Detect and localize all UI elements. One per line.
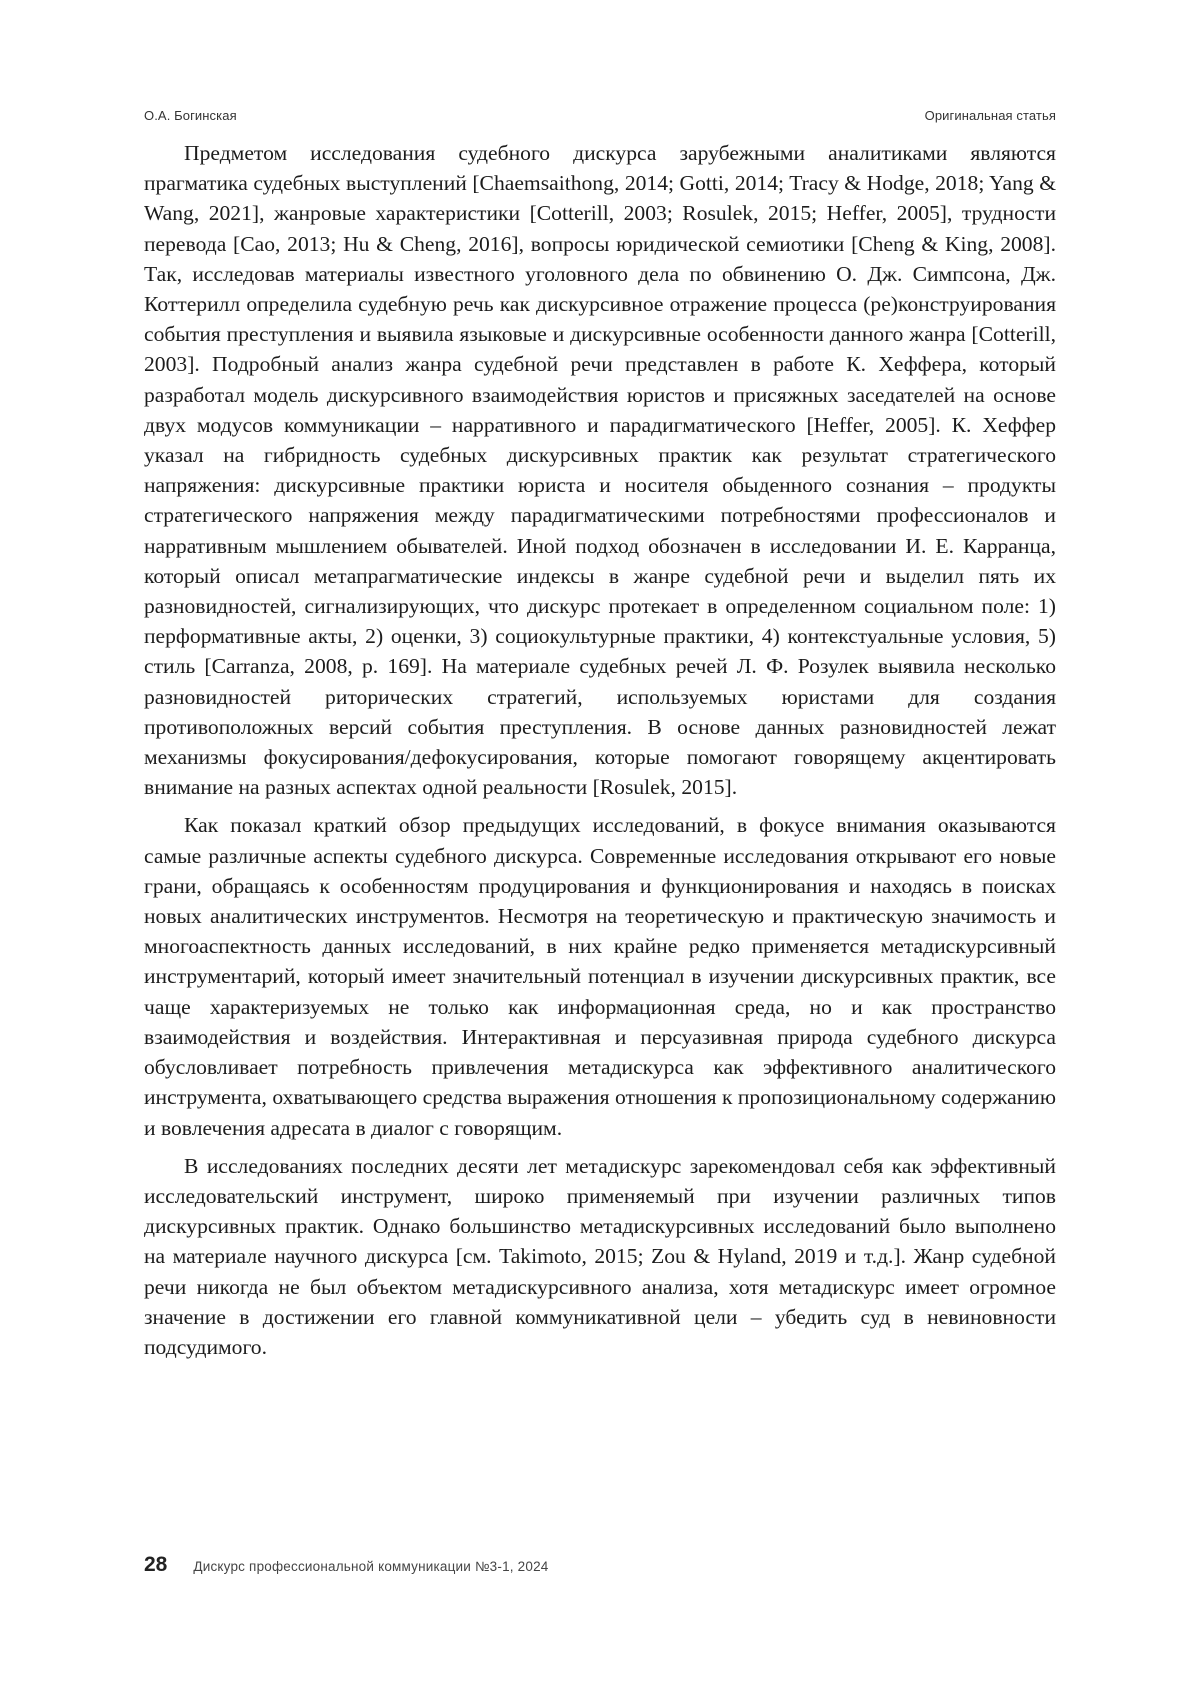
- running-footer: [144, 1553, 549, 1577]
- header-section-label: Оригинальная статья: [924, 108, 1056, 123]
- article-body: [144, 138, 1056, 1370]
- paragraph-1: Предметом исследования судебного дискурса зарубежными аналитиками являются прагматика судебных выступлений [Chaemsaithong, 2014; Gotti, 2014; Tracy & Hodge, 2018; Yang & Wang, 2021], жанровые характеристики [Cotterill, 2003; Rosulek, 2015; Heffer, 2005], трудности перевода [Cao, 2013; Hu & Cheng, 2016], вопросы юридической семиотики [Cheng & King, 2008]. Так, исследовав материалы известного уголовного дела по обвинению О. Дж. Симпсона, Дж. Коттерилл определила судебную речь как дискурсивное отражение процесса (ре)конструирования события преступления и выявила языковые и дискурсивные особенности данного жанра [Cotterill, 2003]. Подробный анализ жанра судебной речи представлен в работе К. Хеффера, который разработал модель дискурсивного взаимодействия юристов и присяжных заседателей на основе двух модусов коммуникации – нарративного и парадигматического [Heffer, 2005]. К. Хеффер указал на гибридность судебных дискурсивных практик как результат стратегического напряжения: дискурсивные практики юриста и носителя обыденного сознания – продукты стратегического напряжения между парадигматическими потребностями профессионалов и нарративным мышлением обывателей. Иной подход обозначен в исследовании И. Е. Карранца, который описал метапрагматические индексы в жанре судебной речи и выделил пять их разновидностей, сигнализирующих, что дискурс протекает в определенном социальном поле: 1) перформативные акты, 2) оценки, 3) социокультурные практики, 4) контекстуальные условия, 5) стиль [Carranza, 2008, p. 169]. На материале судебных речей Л. Ф. Розулек выявила несколько разновидностей риторических стратегий, используемых юристами для создания противоположных версий события преступления. В основе данных разновидностей лежат механизмы фокусирования/дефокусирования, которые помогают говорящему акцентировать внимание на разных аспектах одной реальности [Rosulek, 2015].: [144, 141, 1056, 800]
- journal-title: Дискурс профессиональной коммуникации №3-1, 2024: [193, 1559, 549, 1574]
- page-number: 28: [144, 1553, 168, 1576]
- running-header: [144, 108, 1056, 123]
- paragraph-3: В исследованиях последних десяти лет метадискурс зарекомендовал себя как эффективный исследовательский инструмент, широко применяемый при изучении различных типов дискурсивных практик. Однако большинство метадискурсивных исследований было выполнено на материале научного дискурса [см. Takimoto, 2015; Zou & Hyland, 2019 и т.д.]. Жанр судебной речи никогда не был объектом метадискурсивного анализа, хотя метадискурс имеет огромное значение в достижении его главной коммуникативной цели – убедить суд в невиновности подсудимого.: [144, 1153, 1056, 1359]
- paragraph-2: Как показал краткий обзор предыдущих исследований, в фокусе внимания оказываются самые различные аспекты судебного дискурса. Современные исследования открывают его новые грани, обращаясь к особенностям продуцирования и функционирования и находясь в поисках новых аналитических инструментов. Несмотря на теоретическую и практическую значимость и многоаспектность данных исследований, в них крайне редко применяется метадискурсивный инструментарий, который имеет значительный потенциал в изучении дискурсивных практик, все чаще характеризуемых не только как информационная среда, но и как пространство взаимодействия и воздействия. Интерактивная и персуазивная природа судебного дискурса обусловливает потребность привлечения метадискурса как эффективного аналитического инструмента, охватывающего средства выражения отношения к пропозициональному содержанию и вовлечения адресата в диалог с говорящим.: [144, 813, 1056, 1140]
- header-author: О.А. Богинская: [144, 108, 237, 123]
